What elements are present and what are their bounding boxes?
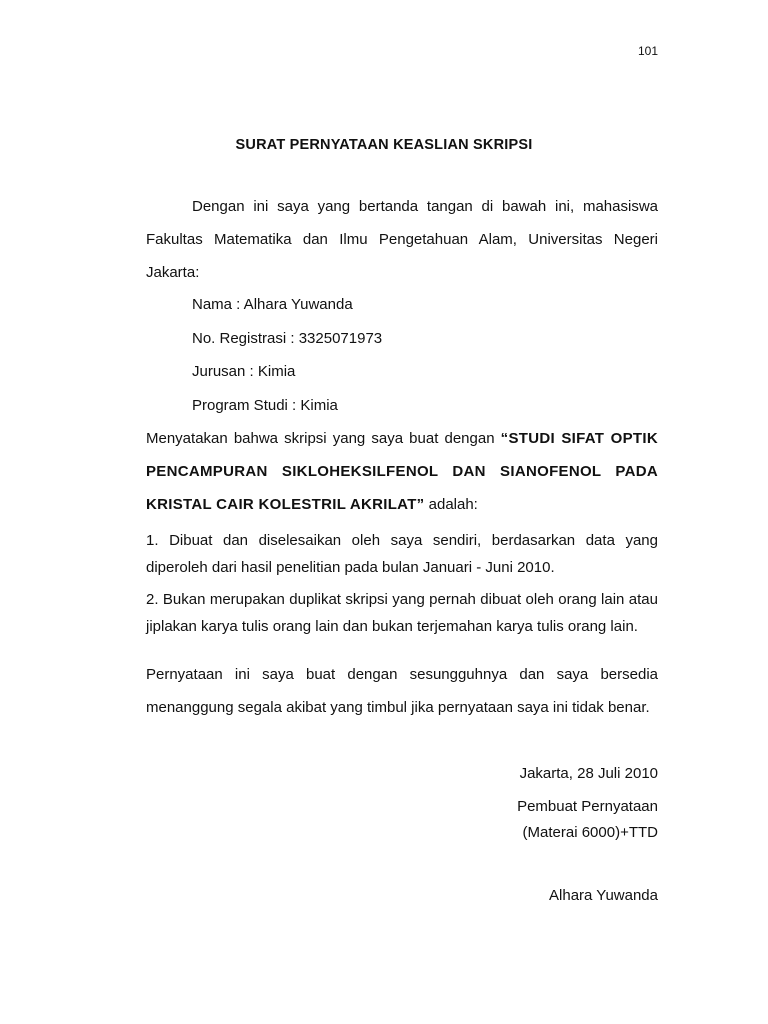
- statement-prefix: Menyatakan bahwa skripsi yang saya buat dengan: [146, 430, 501, 447]
- document-title: SURAT PERNYATAAN KEASLIAN SKRIPSI: [235, 137, 533, 153]
- statement-item-2: 2. Bukan merupakan duplikat skripsi yang pernah dibuat oleh orang lain atau jiplakan karya tulis orang lain dan bukan terjemahan karya tulis orang lain.: [146, 591, 658, 635]
- signature-name: Alhara Yuwanda: [549, 887, 658, 904]
- closing-paragraph: Pernyataan ini saya buat dengan sesungguhnya dan saya bersedia menanggung segala akibat yang timbul jika pernyataan saya ini tidak benar.: [146, 666, 658, 716]
- field-program-studi: Program Studi : Kimia: [192, 396, 338, 414]
- statement-suffix: adalah:: [424, 496, 478, 513]
- intro-text: Dengan ini saya yang bertanda tangan di bawah ini, mahasiswa Fakultas Matematika dan Ilmu Pengetahuan Alam, Universitas Negeri Jakarta:: [146, 198, 658, 281]
- student-fields: [192, 288, 382, 422]
- page-number: 101: [637, 44, 658, 58]
- signature-materai: (Materai 6000)+TTD: [522, 824, 658, 841]
- signature-place-date: Jakarta, 28 Juli 2010: [519, 765, 658, 782]
- statement-paragraph: [146, 422, 658, 521]
- field-jurusan: Jurusan : Kimia: [192, 363, 296, 380]
- signature-role: Pembuat Pernyataan: [517, 798, 658, 815]
- field-registrasi: No. Registrasi : 3325071973: [192, 329, 383, 347]
- thesis-title: “STUDI SIFAT OPTIK PENCAMPURAN SIKLOHEKSILFENOL DAN SIANOFENOL PADA KRISTAL CAIR KOLESTRIL AKRILAT”: [146, 430, 658, 513]
- field-nama: Nama : Alhara Yuwanda: [192, 296, 353, 313]
- statement-item-1: 1. Dibuat dan diselesaikan oleh saya sendiri, berdasarkan data yang diperoleh dari hasil penelitian pada bulan Januari - Juni 2010.: [146, 532, 658, 576]
- intro-paragraph: [146, 190, 658, 289]
